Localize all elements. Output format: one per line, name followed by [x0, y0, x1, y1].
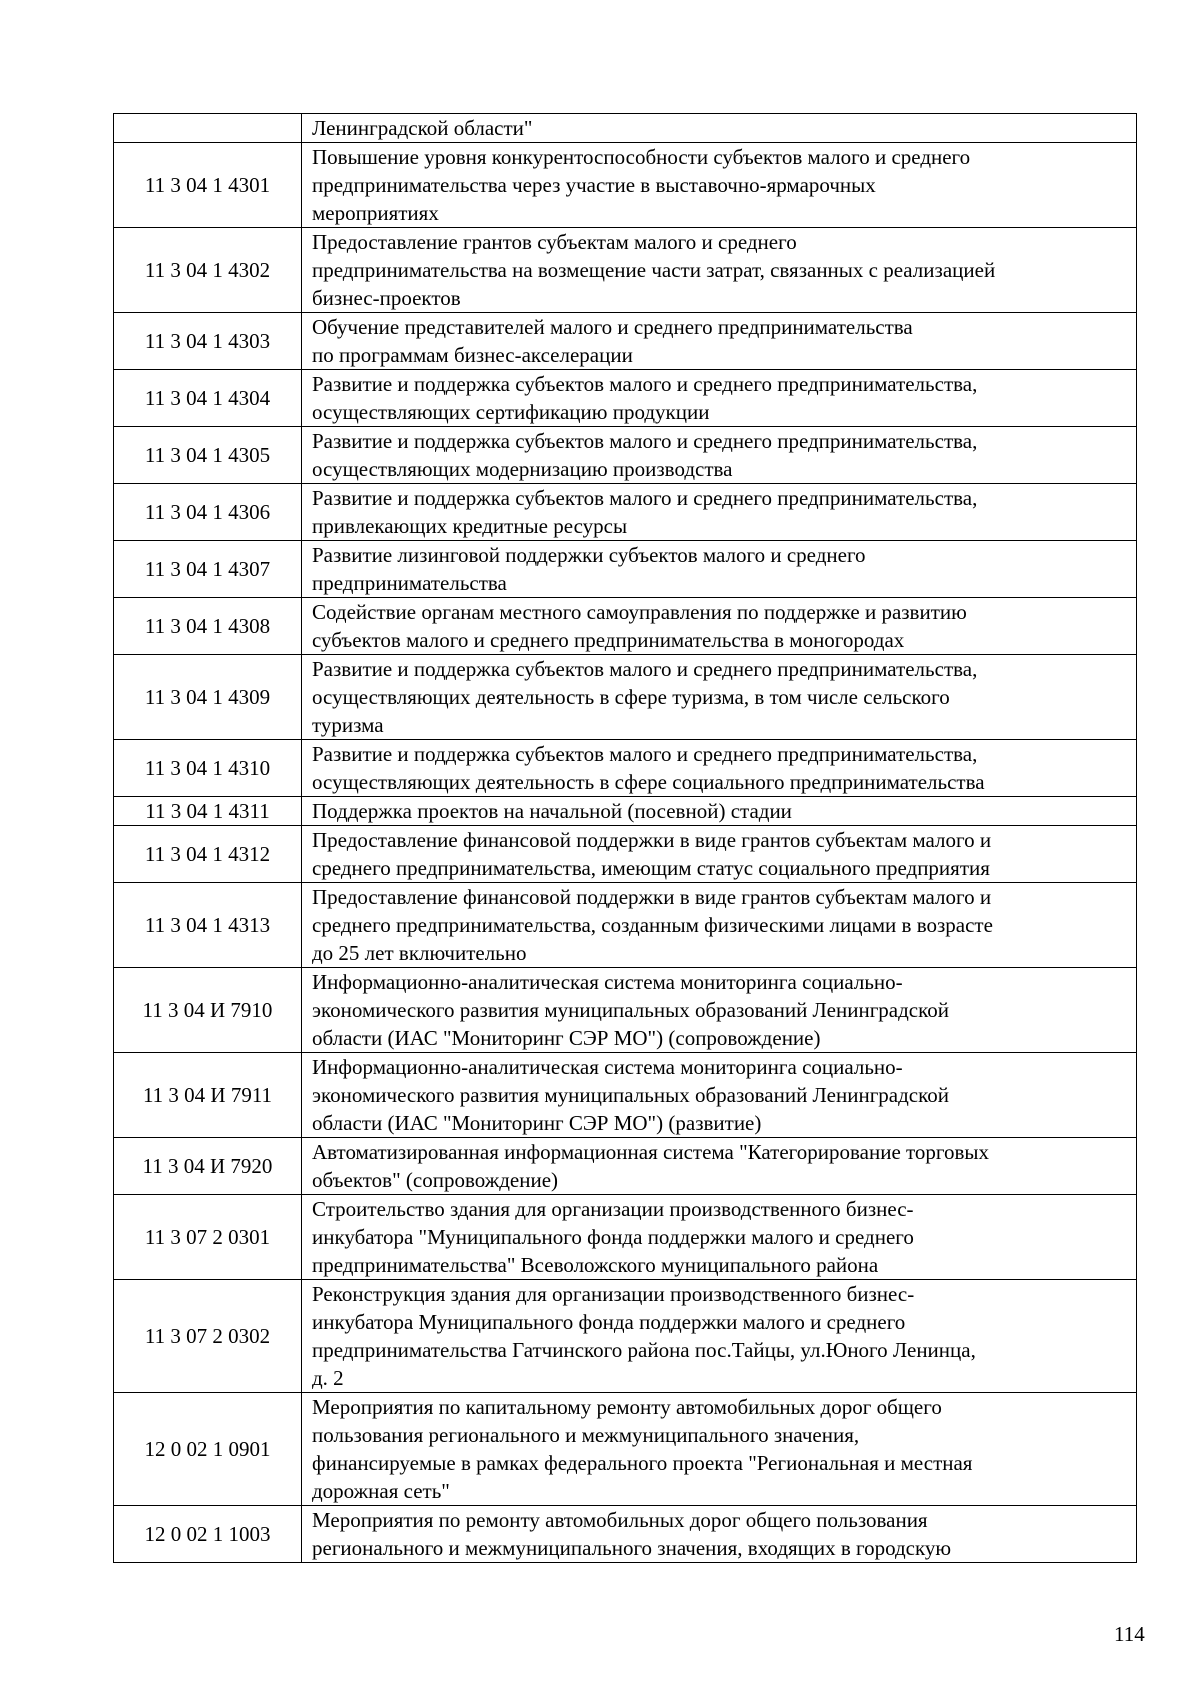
- description-line: по программам бизнес-акселерации: [312, 343, 633, 367]
- code-cell: 11 3 04 1 4301: [114, 143, 302, 228]
- description-line: бизнес-проектов: [312, 286, 461, 310]
- description-line: объектов" (сопровождение): [312, 1168, 559, 1192]
- description-line: Развитие и поддержка субъектов малого и среднего предпринимательства,: [312, 372, 978, 396]
- description-cell: [302, 313, 1137, 370]
- description-line: регионального и межмуниципального значения, входящих в городскую: [312, 1536, 952, 1560]
- description-line: Строительство здания для организации производственного бизнес-: [312, 1197, 914, 1221]
- description-line: Предоставление грантов субъектам малого и среднего: [312, 230, 797, 254]
- description-line: Обучение представителей малого и среднего предпринимательства: [312, 315, 913, 339]
- table-row: [114, 740, 1137, 797]
- code-cell: 11 3 04 1 4308: [114, 598, 302, 655]
- table-row: [114, 1280, 1137, 1393]
- description-line: Предоставление финансовой поддержки в виде грантов субъектам малого и: [312, 885, 992, 909]
- description-cell: [302, 797, 1137, 826]
- budget-code-table: [113, 113, 1137, 1563]
- description-line: д. 2: [312, 1366, 344, 1390]
- description-line: предпринимательства Гатчинского района пос.Тайцы, ул.Юного Ленинца,: [312, 1338, 976, 1362]
- code-cell: 11 3 04 1 4309: [114, 655, 302, 740]
- description-cell: [302, 1138, 1137, 1195]
- table-row: [114, 1506, 1137, 1563]
- description-cell: [302, 114, 1137, 143]
- table-row: [114, 1138, 1137, 1195]
- code-cell: [114, 114, 302, 143]
- code-cell: 11 3 04 1 4310: [114, 740, 302, 797]
- description-line: Ленинградской области": [312, 116, 533, 140]
- table-row: [114, 484, 1137, 541]
- code-cell: 11 3 04 И 7920: [114, 1138, 302, 1195]
- table-row: [114, 143, 1137, 228]
- description-cell: [302, 1280, 1137, 1393]
- description-cell: [302, 968, 1137, 1053]
- table-row: [114, 655, 1137, 740]
- description-cell: [302, 740, 1137, 797]
- description-line: Поддержка проектов на начальной (посевной) стадии: [312, 799, 792, 823]
- description-line: Автоматизированная информационная система "Категорирование торговых: [312, 1140, 990, 1164]
- table-body: [114, 114, 1137, 1563]
- description-line: до 25 лет включительно: [312, 941, 527, 965]
- code-cell: 11 3 04 1 4305: [114, 427, 302, 484]
- description-cell: [302, 1053, 1137, 1138]
- description-line: осуществляющих деятельность в сфере туризма, в том числе сельского: [312, 685, 950, 709]
- description-cell: [302, 883, 1137, 968]
- description-line: пользования регионального и межмуниципального значения,: [312, 1423, 860, 1447]
- code-cell: 11 3 04 1 4312: [114, 826, 302, 883]
- table-row: [114, 968, 1137, 1053]
- description-line: предпринимательства: [312, 571, 507, 595]
- description-cell: [302, 427, 1137, 484]
- description-line: Развитие и поддержка субъектов малого и среднего предпринимательства,: [312, 429, 978, 453]
- table-row: [114, 114, 1137, 143]
- table-row: [114, 1393, 1137, 1506]
- description-line: Мероприятия по капитальному ремонту автомобильных дорог общего: [312, 1395, 942, 1419]
- code-cell: 11 3 04 1 4306: [114, 484, 302, 541]
- description-line: туризма: [312, 713, 384, 737]
- code-cell: 11 3 04 1 4307: [114, 541, 302, 598]
- description-cell: [302, 1195, 1137, 1280]
- description-cell: [302, 484, 1137, 541]
- code-cell: 11 3 04 1 4313: [114, 883, 302, 968]
- description-line: субъектов малого и среднего предпринимательства в моногородах: [312, 628, 905, 652]
- description-line: финансируемые в рамках федерального проекта "Региональная и местная: [312, 1451, 973, 1475]
- description-line: предпринимательства через участие в выставочно-ярмарочных: [312, 173, 876, 197]
- table-row: [114, 1195, 1137, 1280]
- description-cell: [302, 826, 1137, 883]
- description-line: Информационно-аналитическая система мониторинга социально-: [312, 970, 903, 994]
- description-line: экономического развития муниципальных образований Ленинградской: [312, 1083, 950, 1107]
- description-line: Мероприятия по ремонту автомобильных дорог общего пользования: [312, 1508, 928, 1532]
- description-line: области (ИАС "Мониторинг СЭР МО") (сопровождение): [312, 1026, 821, 1050]
- description-cell: [302, 1393, 1137, 1506]
- description-line: предпринимательства" Всеволожского муниципального района: [312, 1253, 879, 1277]
- code-cell: 11 3 04 1 4304: [114, 370, 302, 427]
- table-row: [114, 313, 1137, 370]
- description-line: осуществляющих деятельность в сфере социального предпринимательства: [312, 770, 985, 794]
- code-cell: 11 3 04 И 7911: [114, 1053, 302, 1138]
- description-cell: [302, 655, 1137, 740]
- table-row: [114, 826, 1137, 883]
- description-cell: [302, 541, 1137, 598]
- description-line: среднего предпринимательства, имеющим статус социального предприятия: [312, 856, 990, 880]
- description-line: Информационно-аналитическая система мониторинга социально-: [312, 1055, 903, 1079]
- description-line: мероприятиях: [312, 201, 439, 225]
- description-line: привлекающих кредитные ресурсы: [312, 514, 628, 538]
- code-cell: 12 0 02 1 0901: [114, 1393, 302, 1506]
- code-cell: 11 3 04 1 4311: [114, 797, 302, 826]
- description-line: Повышение уровня конкурентоспособности субъектов малого и среднего: [312, 145, 971, 169]
- description-line: области (ИАС "Мониторинг СЭР МО") (развитие): [312, 1111, 762, 1135]
- description-line: Содействие органам местного самоуправления по поддержке и развитию: [312, 600, 967, 624]
- table-row: [114, 427, 1137, 484]
- description-line: инкубатора Муниципального фонда поддержки малого и среднего: [312, 1310, 906, 1334]
- description-line: предпринимательства на возмещение части затрат, связанных с реализацией: [312, 258, 996, 282]
- description-line: среднего предпринимательства, созданным физическими лицами в возрасте: [312, 913, 993, 937]
- description-line: Предоставление финансовой поддержки в виде грантов субъектам малого и: [312, 828, 992, 852]
- code-cell: 11 3 07 2 0302: [114, 1280, 302, 1393]
- description-cell: [302, 370, 1137, 427]
- page-number: 114: [1114, 1622, 1145, 1646]
- description-line: Развитие и поддержка субъектов малого и среднего предпринимательства,: [312, 657, 978, 681]
- code-cell: 11 3 07 2 0301: [114, 1195, 302, 1280]
- description-line: дорожная сеть": [312, 1479, 450, 1503]
- description-line: Реконструкция здания для организации производственного бизнес-: [312, 1282, 915, 1306]
- table-row: [114, 598, 1137, 655]
- description-line: инкубатора "Муниципального фонда поддержки малого и среднего: [312, 1225, 914, 1249]
- description-cell: [302, 228, 1137, 313]
- code-cell: 11 3 04 1 4303: [114, 313, 302, 370]
- table-row: [114, 883, 1137, 968]
- table-row: [114, 541, 1137, 598]
- description-cell: [302, 1506, 1137, 1563]
- code-cell: 11 3 04 И 7910: [114, 968, 302, 1053]
- code-cell: 12 0 02 1 1003: [114, 1506, 302, 1563]
- table-row: [114, 797, 1137, 826]
- code-cell: 11 3 04 1 4302: [114, 228, 302, 313]
- description-cell: [302, 598, 1137, 655]
- table-row: [114, 228, 1137, 313]
- table-row: [114, 370, 1137, 427]
- description-line: осуществляющих сертификацию продукции: [312, 400, 710, 424]
- description-line: осуществляющих модернизацию производства: [312, 457, 733, 481]
- description-line: Развитие и поддержка субъектов малого и среднего предпринимательства,: [312, 486, 978, 510]
- description-line: экономического развития муниципальных образований Ленинградской: [312, 998, 950, 1022]
- description-line: Развитие и поддержка субъектов малого и среднего предпринимательства,: [312, 742, 978, 766]
- table-row: [114, 1053, 1137, 1138]
- description-cell: [302, 143, 1137, 228]
- description-line: Развитие лизинговой поддержки субъектов малого и среднего: [312, 543, 866, 567]
